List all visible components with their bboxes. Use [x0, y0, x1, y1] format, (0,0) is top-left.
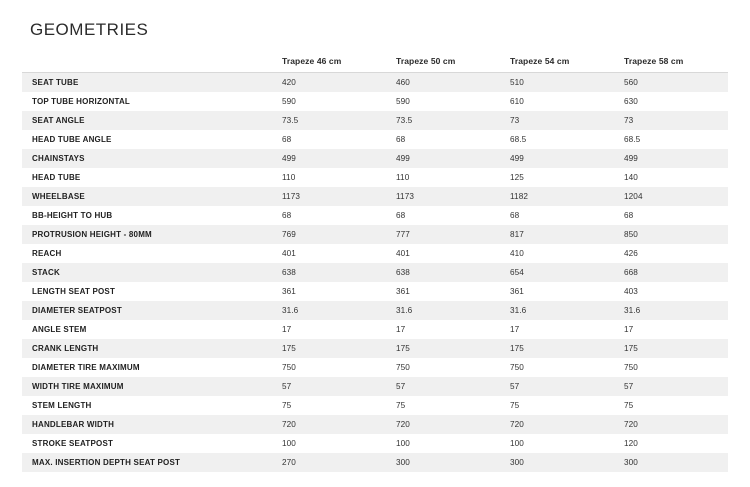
row-label: HEAD TUBE: [22, 168, 272, 187]
cell-value: 401: [272, 244, 386, 263]
cell-value: 100: [500, 434, 614, 453]
cell-value: 68.5: [614, 130, 728, 149]
table-row: [22, 434, 728, 453]
cell-value: 654: [500, 263, 614, 282]
cell-value: 777: [386, 225, 500, 244]
cell-value: 850: [614, 225, 728, 244]
cell-value: 720: [614, 415, 728, 434]
cell-value: 769: [272, 225, 386, 244]
cell-value: 125: [500, 168, 614, 187]
row-label: STEM LENGTH: [22, 396, 272, 415]
table-row: [22, 168, 728, 187]
cell-value: 100: [386, 434, 500, 453]
cell-value: 31.6: [386, 301, 500, 320]
page-title: GEOMETRIES: [30, 20, 149, 39]
table-row: [22, 282, 728, 301]
row-label: DIAMETER TIRE MAXIMUM: [22, 358, 272, 377]
table-row: [22, 187, 728, 206]
cell-value: 31.6: [272, 301, 386, 320]
row-label: WHEELBASE: [22, 187, 272, 206]
cell-value: 590: [386, 92, 500, 111]
cell-value: 510: [500, 73, 614, 93]
cell-value: 17: [500, 320, 614, 339]
row-label: PROTRUSION HEIGHT - 80MM: [22, 225, 272, 244]
table-row: [22, 358, 728, 377]
cell-value: 410: [500, 244, 614, 263]
table-header: [22, 52, 728, 73]
cell-value: 68: [500, 206, 614, 225]
cell-value: 638: [272, 263, 386, 282]
column-header-trapeze-50: Trapeze 50 cm: [386, 52, 500, 73]
cell-value: 610: [500, 92, 614, 111]
row-label: TOP TUBE HORIZONTAL: [22, 92, 272, 111]
geometry-table: [22, 52, 728, 472]
cell-value: 668: [614, 263, 728, 282]
cell-value: 175: [386, 339, 500, 358]
table-row: [22, 149, 728, 168]
table-row: [22, 263, 728, 282]
row-label: ANGLE STEM: [22, 320, 272, 339]
table-row: [22, 396, 728, 415]
cell-value: 68: [614, 206, 728, 225]
cell-value: 426: [614, 244, 728, 263]
cell-value: 750: [500, 358, 614, 377]
cell-value: 401: [386, 244, 500, 263]
cell-value: 638: [386, 263, 500, 282]
cell-value: 75: [614, 396, 728, 415]
table-row: [22, 415, 728, 434]
cell-value: 1204: [614, 187, 728, 206]
cell-value: 630: [614, 92, 728, 111]
cell-value: 73: [500, 111, 614, 130]
cell-value: 68: [386, 206, 500, 225]
cell-value: 270: [272, 453, 386, 472]
cell-value: 17: [386, 320, 500, 339]
cell-value: 720: [500, 415, 614, 434]
table-row: [22, 244, 728, 263]
cell-value: 403: [614, 282, 728, 301]
cell-value: 499: [386, 149, 500, 168]
cell-value: 300: [614, 453, 728, 472]
row-label: STROKE SEATPOST: [22, 434, 272, 453]
table-row: [22, 225, 728, 244]
cell-value: 460: [386, 73, 500, 93]
cell-value: 68: [386, 130, 500, 149]
column-header-trapeze-54: Trapeze 54 cm: [500, 52, 614, 73]
table-row: [22, 92, 728, 111]
table-row: [22, 130, 728, 149]
row-label: REACH: [22, 244, 272, 263]
cell-value: 817: [500, 225, 614, 244]
cell-value: 175: [272, 339, 386, 358]
row-label: MAX. INSERTION DEPTH SEAT POST: [22, 453, 272, 472]
cell-value: 75: [500, 396, 614, 415]
cell-value: 590: [272, 92, 386, 111]
cell-value: 140: [614, 168, 728, 187]
cell-value: 57: [272, 377, 386, 396]
cell-value: 750: [272, 358, 386, 377]
row-label: HANDLEBAR WIDTH: [22, 415, 272, 434]
cell-value: 68: [272, 206, 386, 225]
cell-value: 750: [386, 358, 500, 377]
cell-value: 73: [614, 111, 728, 130]
cell-value: 57: [614, 377, 728, 396]
cell-value: 73.5: [386, 111, 500, 130]
row-label: DIAMETER SEATPOST: [22, 301, 272, 320]
header-row: [22, 52, 728, 73]
cell-value: 300: [386, 453, 500, 472]
cell-value: 361: [500, 282, 614, 301]
cell-value: 31.6: [614, 301, 728, 320]
cell-value: 57: [386, 377, 500, 396]
cell-value: 750: [614, 358, 728, 377]
cell-value: 560: [614, 73, 728, 93]
cell-value: 420: [272, 73, 386, 93]
cell-value: 300: [500, 453, 614, 472]
row-label: WIDTH TIRE MAXIMUM: [22, 377, 272, 396]
cell-value: 1182: [500, 187, 614, 206]
cell-value: 110: [272, 168, 386, 187]
cell-value: 31.6: [500, 301, 614, 320]
cell-value: 17: [614, 320, 728, 339]
row-label: STACK: [22, 263, 272, 282]
table-row: [22, 453, 728, 472]
row-label: LENGTH SEAT POST: [22, 282, 272, 301]
cell-value: 120: [614, 434, 728, 453]
cell-value: 73.5: [272, 111, 386, 130]
cell-value: 175: [500, 339, 614, 358]
table-row: [22, 377, 728, 396]
cell-value: 68: [272, 130, 386, 149]
cell-value: 57: [500, 377, 614, 396]
cell-value: 720: [386, 415, 500, 434]
row-label: CRANK LENGTH: [22, 339, 272, 358]
cell-value: 499: [500, 149, 614, 168]
cell-value: 110: [386, 168, 500, 187]
table-row: [22, 339, 728, 358]
cell-value: 75: [272, 396, 386, 415]
cell-value: 1173: [272, 187, 386, 206]
cell-value: 175: [614, 339, 728, 358]
column-header-trapeze-46: Trapeze 46 cm: [272, 52, 386, 73]
table-row: [22, 73, 728, 93]
cell-value: 100: [272, 434, 386, 453]
cell-value: 17: [272, 320, 386, 339]
cell-value: 68.5: [500, 130, 614, 149]
column-header-label: [22, 52, 272, 73]
cell-value: 361: [386, 282, 500, 301]
row-label: SEAT TUBE: [22, 73, 272, 93]
row-label: BB-HEIGHT TO HUB: [22, 206, 272, 225]
table-row: [22, 206, 728, 225]
cell-value: 75: [386, 396, 500, 415]
cell-value: 361: [272, 282, 386, 301]
cell-value: 720: [272, 415, 386, 434]
table-row: [22, 111, 728, 130]
table-body: [22, 73, 728, 473]
cell-value: 499: [614, 149, 728, 168]
column-header-trapeze-58: Trapeze 58 cm: [614, 52, 728, 73]
table-row: [22, 301, 728, 320]
row-label: SEAT ANGLE: [22, 111, 272, 130]
table-row: [22, 320, 728, 339]
cell-value: 1173: [386, 187, 500, 206]
row-label: CHAINSTAYS: [22, 149, 272, 168]
cell-value: 499: [272, 149, 386, 168]
row-label: HEAD TUBE ANGLE: [22, 130, 272, 149]
